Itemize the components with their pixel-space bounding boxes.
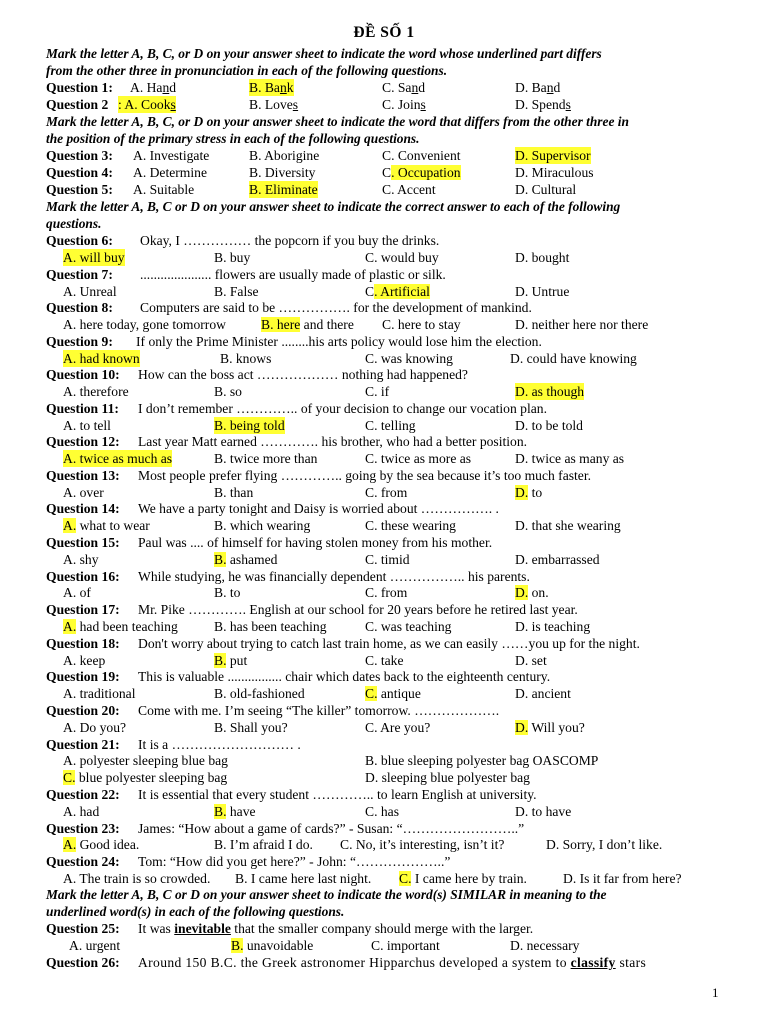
option-c[interactable]: C. Are you? <box>365 720 431 735</box>
question-15-stem <box>46 534 722 551</box>
option-b[interactable]: B. blue sleeping polyester bag OASCOMP <box>365 753 599 768</box>
question-6-stem <box>46 232 722 249</box>
question-5 <box>46 181 722 198</box>
option-d[interactable]: D. set <box>515 653 547 668</box>
question-label: Question 19: <box>46 669 120 684</box>
option-c[interactable]: C. from <box>365 585 408 600</box>
option-a[interactable]: : A. Cooks <box>118 97 176 112</box>
question-label: Question 26: <box>46 955 120 970</box>
question-24-stem <box>46 853 722 870</box>
option-d[interactable]: D. Band <box>515 80 561 95</box>
option-a[interactable]: A. twice as much as <box>63 451 173 466</box>
option-d[interactable]: D. that she wearing <box>515 518 621 533</box>
question-14-options <box>46 517 722 534</box>
option-a[interactable]: A. Determine <box>133 165 207 180</box>
question-text: While studying, he was financially dependent …………….. his parents. <box>138 569 530 584</box>
option-b[interactable]: B. being told <box>214 418 285 433</box>
question-text: I don’t remember ………….. of your decision to change our vocation plan. <box>138 401 547 416</box>
question-20-options <box>46 719 722 736</box>
question-7-options <box>46 283 722 300</box>
option-c[interactable]: C. Joins <box>382 97 426 112</box>
question-label: Question 6: <box>46 233 113 248</box>
question-label: Question 25: <box>46 921 120 936</box>
question-12-options <box>46 450 722 467</box>
question-1 <box>46 79 722 96</box>
question-10-stem <box>46 366 722 383</box>
question-23-options <box>46 836 722 853</box>
question-label: Question 4: <box>46 165 113 180</box>
option-b[interactable]: B. Eliminate <box>249 182 318 197</box>
question-label: Question 5: <box>46 182 113 197</box>
question-text: Around 150 B.C. the Greek astronomer Hipparchus developed a system to classify stars <box>138 955 647 970</box>
option-a[interactable]: A. polyester sleeping blue bag <box>63 753 228 768</box>
option-c[interactable]: C. twice as more as <box>365 451 472 466</box>
question-21-options-1 <box>46 752 722 769</box>
instruction-similar-2: underlined word(s) in each of the following questions. <box>46 904 345 919</box>
option-d[interactable]: D. Cultural <box>515 182 577 197</box>
option-a[interactable]: A. had been teaching <box>63 619 178 634</box>
question-13-options <box>46 484 722 501</box>
option-c[interactable]: C. timid <box>365 552 410 567</box>
option-c[interactable]: C. Convenient <box>382 148 461 163</box>
instruction-correct-1: Mark the letter A, B, C or D on your answer sheet to indicate the correct answer to each of the following <box>46 199 621 214</box>
question-22-stem <box>46 786 722 803</box>
question-text: We have a party tonight and Daisy is worried about ……………. . <box>138 501 499 516</box>
option-a[interactable]: A. Good idea. <box>63 837 140 852</box>
question-text: Don't worry about trying to catch last train home, as we can easily ……you up for the night. <box>138 636 640 651</box>
option-a[interactable]: A. will buy <box>63 250 125 265</box>
question-text: It is essential that every student ………….. to learn English at university. <box>138 787 537 802</box>
question-14-stem <box>46 500 722 517</box>
option-c[interactable]: C. these wearing <box>365 518 456 533</box>
option-a[interactable]: A. Suitable <box>133 182 195 197</box>
question-text: James: “How about a game of cards?” - Susan: “……………………..” <box>138 821 525 836</box>
option-b[interactable]: B. so <box>214 384 242 399</box>
question-3 <box>46 147 722 164</box>
instruction-stress-2: the position of the primary stress in each of the following questions. <box>46 131 420 146</box>
option-d[interactable]: D. ancient <box>515 686 571 701</box>
question-9-options <box>46 350 722 367</box>
option-b[interactable]: B. put <box>214 653 248 668</box>
option-d[interactable]: D. Spends <box>515 97 571 112</box>
option-b[interactable]: B. I came here last night. <box>235 871 372 886</box>
option-c[interactable]: C. was teaching <box>365 619 452 634</box>
question-text: Mr. Pike …………. English at our school for 20 years before he retired last year. <box>138 602 578 617</box>
question-18-stem <box>46 635 722 652</box>
question-17-options <box>46 618 722 635</box>
question-16-options <box>46 584 722 601</box>
option-d[interactable]: D. necessary <box>510 938 580 953</box>
question-21-options-2 <box>46 769 722 786</box>
option-b[interactable]: B. has been teaching <box>214 619 327 634</box>
option-c[interactable]: C. No, it’s interesting, isn’t it? <box>340 837 505 852</box>
question-22-options <box>46 803 722 820</box>
option-a[interactable]: A. Do you? <box>63 720 127 735</box>
option-a[interactable]: A. urgent <box>69 938 121 953</box>
option-c[interactable]: C. blue polyester sleeping bag <box>63 770 228 785</box>
page-number: 1 <box>712 985 719 1000</box>
option-c[interactable]: C. here to stay <box>382 317 461 332</box>
option-d[interactable]: D. twice as many as <box>515 451 625 466</box>
question-label: Question 13: <box>46 468 120 483</box>
instruction-similar-1: Mark the letter A, B, C or D on your answer sheet to indicate the word(s) SIMILAR in meaning to the <box>46 887 607 902</box>
option-d[interactable]: D. sleeping blue polyester bag <box>365 770 530 785</box>
option-d[interactable]: D. is teaching <box>515 619 591 634</box>
question-label: Question 20: <box>46 703 120 718</box>
question-label: Question 23: <box>46 821 120 836</box>
option-c[interactable]: C. Occupation <box>382 165 461 180</box>
option-b[interactable]: B. to <box>214 585 241 600</box>
instruction-stress-1: Mark the letter A, B, C, or D on your answer sheet to indicate the word that differs from the other three in <box>46 114 629 129</box>
option-a[interactable]: A. to tell <box>63 418 111 433</box>
question-15-options <box>46 551 722 568</box>
question-11-stem <box>46 400 722 417</box>
question-text: How can the boss act ……………… nothing had happened? <box>138 367 468 382</box>
option-b[interactable]: B. knows <box>220 351 272 366</box>
question-text: ..................... flowers are usually made of plastic or silk. <box>140 267 446 282</box>
question-12-stem <box>46 433 722 450</box>
option-d[interactable]: D. Supervisor <box>515 148 591 163</box>
question-text: Come with me. I’m seeing “The killer” tomorrow. ………………. <box>138 703 500 718</box>
question-19-stem <box>46 668 722 685</box>
question-2 <box>46 96 722 113</box>
question-17-stem <box>46 601 722 618</box>
question-21-stem <box>46 736 722 753</box>
option-b[interactable]: B. buy <box>214 250 251 265</box>
question-23-stem <box>46 820 722 837</box>
question-label: Question 3: <box>46 148 113 163</box>
option-c[interactable]: C. from <box>365 485 408 500</box>
option-b[interactable]: B. False <box>214 284 259 299</box>
option-b[interactable]: B. twice more than <box>214 451 318 466</box>
option-d[interactable]: D. on. <box>515 585 549 600</box>
question-label: Question 2 <box>46 97 109 112</box>
option-b[interactable]: B. I’m afraid I do. <box>214 837 313 852</box>
option-d[interactable]: D. to <box>515 485 543 500</box>
option-b[interactable]: B. have <box>214 804 256 819</box>
question-text: Last year Matt earned …………. his brother, who had a better position. <box>138 434 528 449</box>
instruction-correct-2: questions. <box>46 216 102 231</box>
option-a[interactable]: A. what to wear <box>63 518 150 533</box>
question-label: Question 8: <box>46 300 113 315</box>
option-a[interactable]: A. of <box>63 585 91 600</box>
option-b[interactable]: B. which wearing <box>214 518 311 533</box>
option-c[interactable]: C. if <box>365 384 390 399</box>
instruction-pronunciation-1: Mark the letter A, B, C, or D on your answer sheet to indicate the word whose underlined part differs <box>46 46 602 61</box>
question-label: Question 1: <box>46 80 113 95</box>
question-7-stem <box>46 266 722 283</box>
option-a[interactable]: A. had known <box>63 351 140 366</box>
question-18-options <box>46 652 722 669</box>
option-c[interactable]: C. Artificial <box>365 284 430 299</box>
option-a[interactable]: A. therefore <box>63 384 129 399</box>
question-9-stem <box>46 333 722 350</box>
option-d[interactable]: D. Will you? <box>515 720 585 735</box>
question-label: Question 24: <box>46 854 120 869</box>
option-d[interactable]: D. to be told <box>515 418 583 433</box>
option-c[interactable]: C. important <box>371 938 440 953</box>
option-c[interactable]: C. would buy <box>365 250 439 265</box>
question-label: Question 10: <box>46 367 120 382</box>
instruction-pronunciation-2: from the other three in pronunciation in each of the following questions. <box>46 63 448 78</box>
question-4 <box>46 164 722 181</box>
question-19-options <box>46 685 722 702</box>
question-text: Tom: “How did you get here?” - John: “………………..” <box>138 854 451 869</box>
question-label: Question 17: <box>46 602 120 617</box>
option-c[interactable]: C. Sand <box>382 80 426 95</box>
option-b[interactable]: B. Diversity <box>249 165 316 180</box>
question-label: Question 18: <box>46 636 120 651</box>
option-b[interactable]: B. here and there <box>261 317 354 332</box>
option-d[interactable]: D. Miraculous <box>515 165 594 180</box>
option-b[interactable]: B. Bank <box>249 80 294 95</box>
option-d[interactable]: D. could have knowing <box>510 351 637 366</box>
option-d[interactable]: D. Sorry, I don’t like. <box>546 837 663 852</box>
question-label: Question 12: <box>46 434 120 449</box>
option-a[interactable]: A. Hand <box>130 80 177 95</box>
option-a[interactable]: A. here today, gone tomorrow <box>63 317 226 332</box>
question-text: It was inevitable that the smaller company should merge with the larger. <box>138 921 534 936</box>
option-d[interactable]: D. embarrassed <box>515 552 600 567</box>
question-text: It is a ……………………… . <box>138 737 301 752</box>
question-24-options <box>46 870 722 887</box>
option-a[interactable]: A. Unreal <box>63 284 117 299</box>
option-a[interactable]: A. over <box>63 485 104 500</box>
question-label: Question 16: <box>46 569 120 584</box>
question-text: Most people prefer flying ………….. going by the sea because it’s too much faster. <box>138 468 592 483</box>
option-c[interactable]: C. I came here by train. <box>399 871 527 886</box>
option-c[interactable]: C. Accent <box>382 182 436 197</box>
question-text: If only the Prime Minister ........his arts policy would lose him the election. <box>136 334 542 349</box>
question-label: Question 21: <box>46 737 120 752</box>
question-8-options <box>46 316 722 333</box>
option-b[interactable]: B. Loves <box>249 97 299 112</box>
question-25-options <box>46 937 722 954</box>
question-13-stem <box>46 467 722 484</box>
question-text: Computers are said to be ……………. for the development of mankind. <box>140 300 532 315</box>
option-c[interactable]: C. has <box>365 804 399 819</box>
question-20-stem <box>46 702 722 719</box>
option-c[interactable]: C. take <box>365 653 404 668</box>
question-label: Question 22: <box>46 787 120 802</box>
option-c[interactable]: C. was knowing <box>365 351 453 366</box>
question-25-stem <box>46 920 722 937</box>
question-label: Question 7: <box>46 267 113 282</box>
option-a[interactable]: A. Investigate <box>133 148 210 163</box>
option-b[interactable]: B. Shall you? <box>214 720 288 735</box>
question-label: Question 14: <box>46 501 120 516</box>
question-text: Paul was .... of himself for having stolen money from his mother. <box>138 535 493 550</box>
option-d[interactable]: D. Untrue <box>515 284 570 299</box>
option-a[interactable]: A. The train is so crowded. <box>63 871 211 886</box>
question-16-stem <box>46 568 722 585</box>
option-d[interactable]: D. bought <box>515 250 570 265</box>
question-8-stem <box>46 299 722 316</box>
question-text: Okay, I …………… the popcorn if you buy the drinks. <box>140 233 440 248</box>
option-a[interactable]: A. traditional <box>63 686 136 701</box>
option-b[interactable]: B. than <box>214 485 254 500</box>
option-a[interactable]: A. shy <box>63 552 99 567</box>
option-c[interactable]: C. telling <box>365 418 416 433</box>
option-d[interactable]: D. as though <box>515 384 585 399</box>
option-a[interactable]: A. keep <box>63 653 106 668</box>
question-10-options <box>46 383 722 400</box>
question-label: Question 11: <box>46 401 119 416</box>
question-label: Question 9: <box>46 334 113 349</box>
option-a[interactable]: A. had <box>63 804 100 819</box>
option-c[interactable]: C. antique <box>365 686 421 701</box>
option-b[interactable]: B. ashamed <box>214 552 278 567</box>
question-label: Question 15: <box>46 535 120 550</box>
question-6-options <box>46 249 722 266</box>
option-d[interactable]: D. neither here nor there <box>515 317 649 332</box>
question-text: This is valuable ................ chair which dates back to the eighteenth century. <box>138 669 551 684</box>
option-d[interactable]: D. Is it far from here? <box>563 871 682 886</box>
question-26-stem <box>46 954 722 971</box>
option-d[interactable]: D. to have <box>515 804 572 819</box>
option-b[interactable]: B. old-fashioned <box>214 686 305 701</box>
option-b[interactable]: B. Aborigine <box>249 148 320 163</box>
question-11-options <box>46 417 722 434</box>
option-b[interactable]: B. unavoidable <box>231 938 314 953</box>
page-title: ĐỀ SỐ 1 <box>353 24 415 41</box>
